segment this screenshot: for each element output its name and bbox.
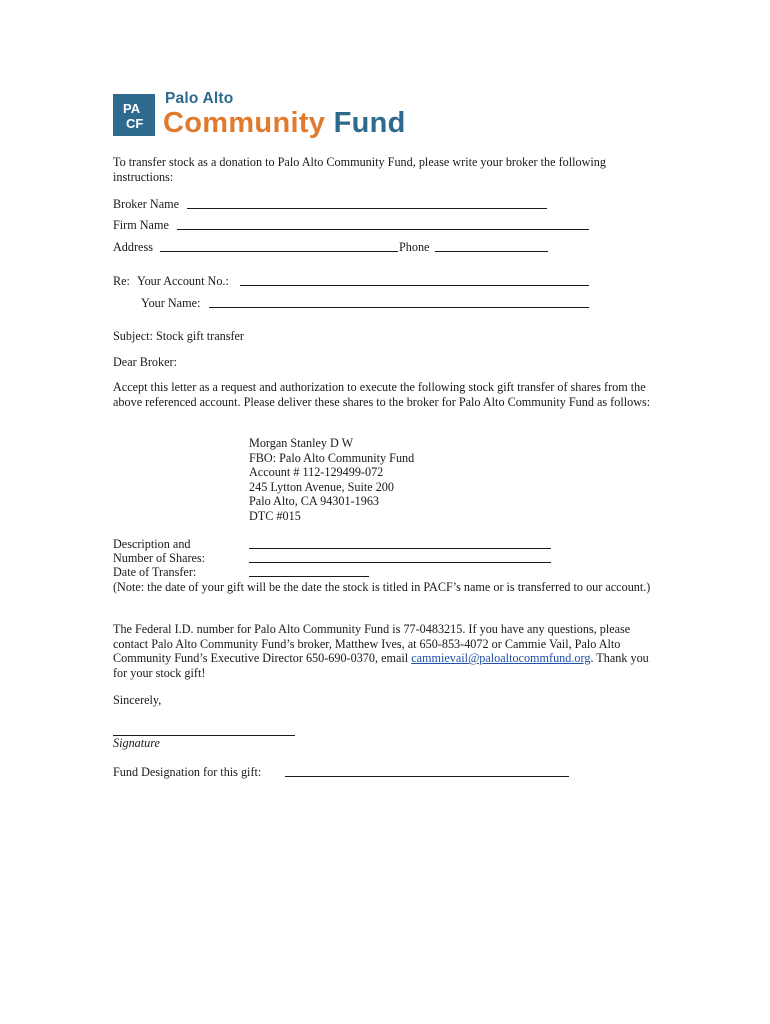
description-field (113, 537, 553, 552)
logo-community: Community (163, 107, 326, 139)
account-no-field (113, 274, 593, 289)
closing: Sincerely, (113, 693, 162, 707)
transfer-date-label: Date of Transfer: (113, 565, 197, 579)
description-label: Description and (113, 537, 191, 551)
signature-label: Signature (113, 736, 160, 750)
firm-name-label: Firm Name (113, 218, 169, 232)
transfer-date-line[interactable] (249, 565, 369, 577)
broker-name-field (113, 197, 553, 212)
shares-field (113, 551, 553, 566)
fund-designation-label: Fund Designation for this gift: (113, 765, 262, 779)
firm-name-field (113, 218, 593, 233)
broker-name-line[interactable] (187, 197, 547, 209)
account-no-line[interactable] (240, 274, 589, 286)
email-link[interactable]: cammievail@paloaltocommfund.org (411, 651, 591, 666)
delivery-line-1: Morgan Stanley D W (249, 436, 354, 450)
logo-fund: Fund (333, 107, 406, 139)
thanks-text: . Thank you for your stock gift! (113, 651, 649, 680)
your-name-line[interactable] (209, 296, 589, 308)
address-line[interactable] (160, 240, 398, 252)
subject-line: Subject: Stock gift transfer (113, 329, 244, 343)
firm-name-line[interactable] (177, 218, 589, 230)
your-name-label: Your Name: (141, 296, 201, 310)
shares-line[interactable] (249, 551, 551, 563)
delivery-line-3: Account # 112-129499-072 (249, 465, 384, 480)
delivery-instructions (249, 436, 414, 524)
logo-palo-alto: Palo Alto (165, 90, 234, 107)
phone-line[interactable] (435, 240, 548, 252)
delivery-line-2: FBO: Palo Alto Community Fund (249, 450, 415, 465)
re-label: Re: (113, 274, 130, 288)
delivery-line-6: DTC #015 (249, 508, 301, 523)
logo-community-fund (163, 106, 406, 140)
federal-id-paragraph (113, 622, 658, 680)
fund-designation-line[interactable] (285, 765, 569, 777)
logo-mark-bottom: CF (126, 116, 144, 131)
address-phone-field (113, 240, 553, 255)
fund-designation-field (113, 765, 573, 780)
transfer-date-field (113, 565, 553, 580)
address-label: Address (113, 240, 153, 254)
your-name-field (113, 296, 593, 311)
broker-name-label: Broker Name (113, 197, 179, 211)
pacf-logo-mark (113, 94, 155, 136)
description-line[interactable] (249, 537, 551, 549)
delivery-line-5: Palo Alto, CA 94301-1963 (249, 494, 380, 509)
transfer-note: (Note: the date of your gift will be the date the stock is titled in PACF’s name or is transferred to our account.) (113, 580, 651, 594)
shares-label: Number of Shares: (113, 551, 206, 565)
request-paragraph: Accept this letter as a request and authorization to execute the following stock gift transfer of shares from the above referenced account. Please deliver these shares to the broker for Palo Alto Community Fund as follows: (113, 380, 651, 409)
logo-mark-top: PA (123, 101, 141, 116)
signature-line[interactable] (113, 724, 295, 736)
intro-text: To transfer stock as a donation to Palo Alto Community Fund, please write your broker the following instructions: (113, 155, 606, 184)
federal-id-text: The Federal I.D. number for Palo Alto Community Fund is 77-0483215. If you have any questions, please contact Palo Alto Community Fund’s broker, Matthew Ives, at 650-853-4072 or Cammie Vail, Palo Alto Community Fund’s Executive Director 650-690-0370, email (113, 622, 631, 666)
account-no-label: Your Account No.: (137, 274, 229, 288)
phone-label: Phone (399, 240, 430, 254)
delivery-line-4: 245 Lytton Avenue, Suite 200 (249, 479, 394, 494)
salutation: Dear Broker: (113, 355, 177, 369)
